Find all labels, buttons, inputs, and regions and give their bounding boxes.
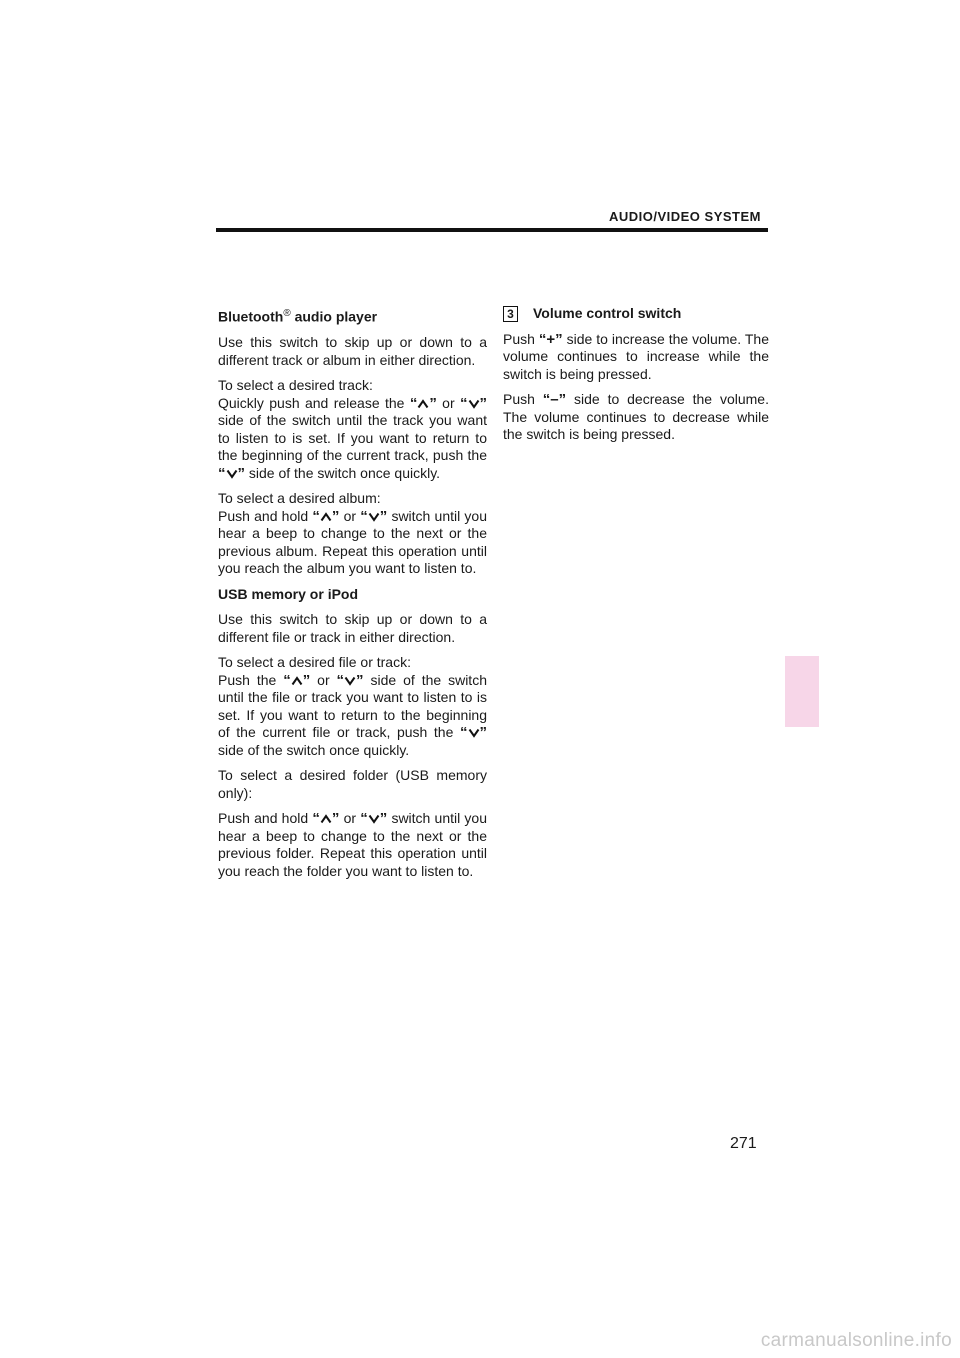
bluetooth-select-album-lead: To select a desired album: (218, 490, 381, 507)
up-switch-symbol: “ ” (283, 671, 311, 689)
usb-select-folder-paragraph: To select a desired folder (USB memory only): (218, 767, 487, 801)
text-run: Push (503, 330, 539, 347)
chevron-down-icon (468, 728, 480, 738)
volume-decrease-paragraph (503, 391, 769, 444)
down-switch-symbol: “ ” (460, 724, 487, 742)
text-run: switch until you hear a beep to change to the next or the previous album. Repeat this operation until you reach the album you want to listen to. (218, 507, 488, 577)
section-number-box: 3 (503, 306, 518, 322)
text-run: switch until you hear a beep to change to the next or the previous folder. Repeat this operation until you reach the folder you want to listen to. (218, 810, 488, 879)
down-switch-symbol: “ ” (218, 464, 245, 482)
section-header-title: AUDIO/VIDEO SYSTEM (608, 209, 761, 224)
left-column (218, 305, 487, 880)
usb-intro-paragraph: Use this switch to skip up or down to a different file or track in either direction. (218, 611, 487, 645)
text-run: Quickly push and release the (218, 394, 410, 411)
text-run: or (339, 810, 361, 827)
page-number: 271 (730, 1135, 757, 1152)
plus-switch-symbol: “+” (538, 330, 563, 348)
volume-control-heading (503, 305, 769, 323)
bluetooth-audio-heading (218, 305, 487, 326)
bluetooth-heading-rest: audio player (290, 308, 378, 325)
chapter-tab-marker (785, 656, 819, 727)
text-run: side of the switch until the file or track you want to listen to is set. If you want to return to the beginning of the current file or track, push the (218, 671, 487, 741)
usb-select-track-paragraph (218, 654, 487, 759)
bluetooth-select-track-paragraph (218, 377, 487, 482)
chevron-down-icon (468, 399, 480, 409)
up-switch-symbol: “ ” (409, 394, 437, 412)
bluetooth-intro-paragraph: Use this switch to skip up or down to a different track or album in either direction. (218, 334, 487, 368)
usb-hold-folder-paragraph (218, 810, 487, 880)
chevron-up-icon (417, 399, 429, 409)
text-run: Push (503, 391, 543, 407)
text-run: side of the switch once quickly. (218, 741, 410, 758)
text-run: or (436, 394, 460, 411)
chevron-down-icon (368, 512, 380, 522)
chevron-up-icon (320, 512, 332, 522)
down-switch-symbol: “ ” (460, 394, 487, 412)
chevron-up-icon (291, 676, 303, 686)
text-run: or (339, 507, 361, 524)
chevron-down-icon (368, 814, 380, 824)
volume-increase-paragraph (503, 331, 769, 384)
usb-ipod-heading: USB memory or iPod (218, 585, 359, 602)
bluetooth-select-album-paragraph (218, 490, 487, 578)
up-switch-symbol: “ ” (312, 507, 340, 525)
bluetooth-select-track-lead: To select a desired track: (218, 377, 373, 394)
down-switch-symbol: “ ” (360, 507, 388, 525)
volume-control-title: Volume control switch (533, 305, 682, 321)
text-run: side of the switch once quickly. (245, 464, 441, 481)
down-switch-symbol: “ ” (360, 810, 388, 828)
text-run: side of the switch until the track you want to listen to is set. If you want to return to the beginning of the current track, push the (218, 412, 487, 464)
registered-mark: ® (283, 308, 291, 319)
usb-select-track-lead: To select a desired file or track: (218, 654, 411, 671)
header-divider (216, 228, 768, 232)
text-run: side to increase the volume. The volume continues to increase while the switch is being pressed. (503, 330, 769, 382)
text-run: Push and hold (218, 810, 313, 827)
right-column (503, 305, 769, 452)
up-switch-symbol: “ ” (312, 810, 340, 828)
chevron-down-icon (226, 469, 238, 479)
text-run: side to decrease the volume. The volume continues to decrease while the switch is being pressed. (503, 391, 769, 442)
text-run: or (310, 671, 337, 688)
minus-switch-symbol: “–” (542, 391, 567, 408)
text-run: Push the (218, 671, 284, 688)
down-switch-symbol: “ ” (336, 671, 364, 689)
chevron-up-icon (320, 814, 332, 824)
text-run: Push and hold (218, 507, 313, 524)
chevron-down-icon (344, 676, 356, 686)
bluetooth-heading-brand: Bluetooth (218, 308, 284, 325)
watermark: carmanualsonline.info (760, 1330, 952, 1351)
